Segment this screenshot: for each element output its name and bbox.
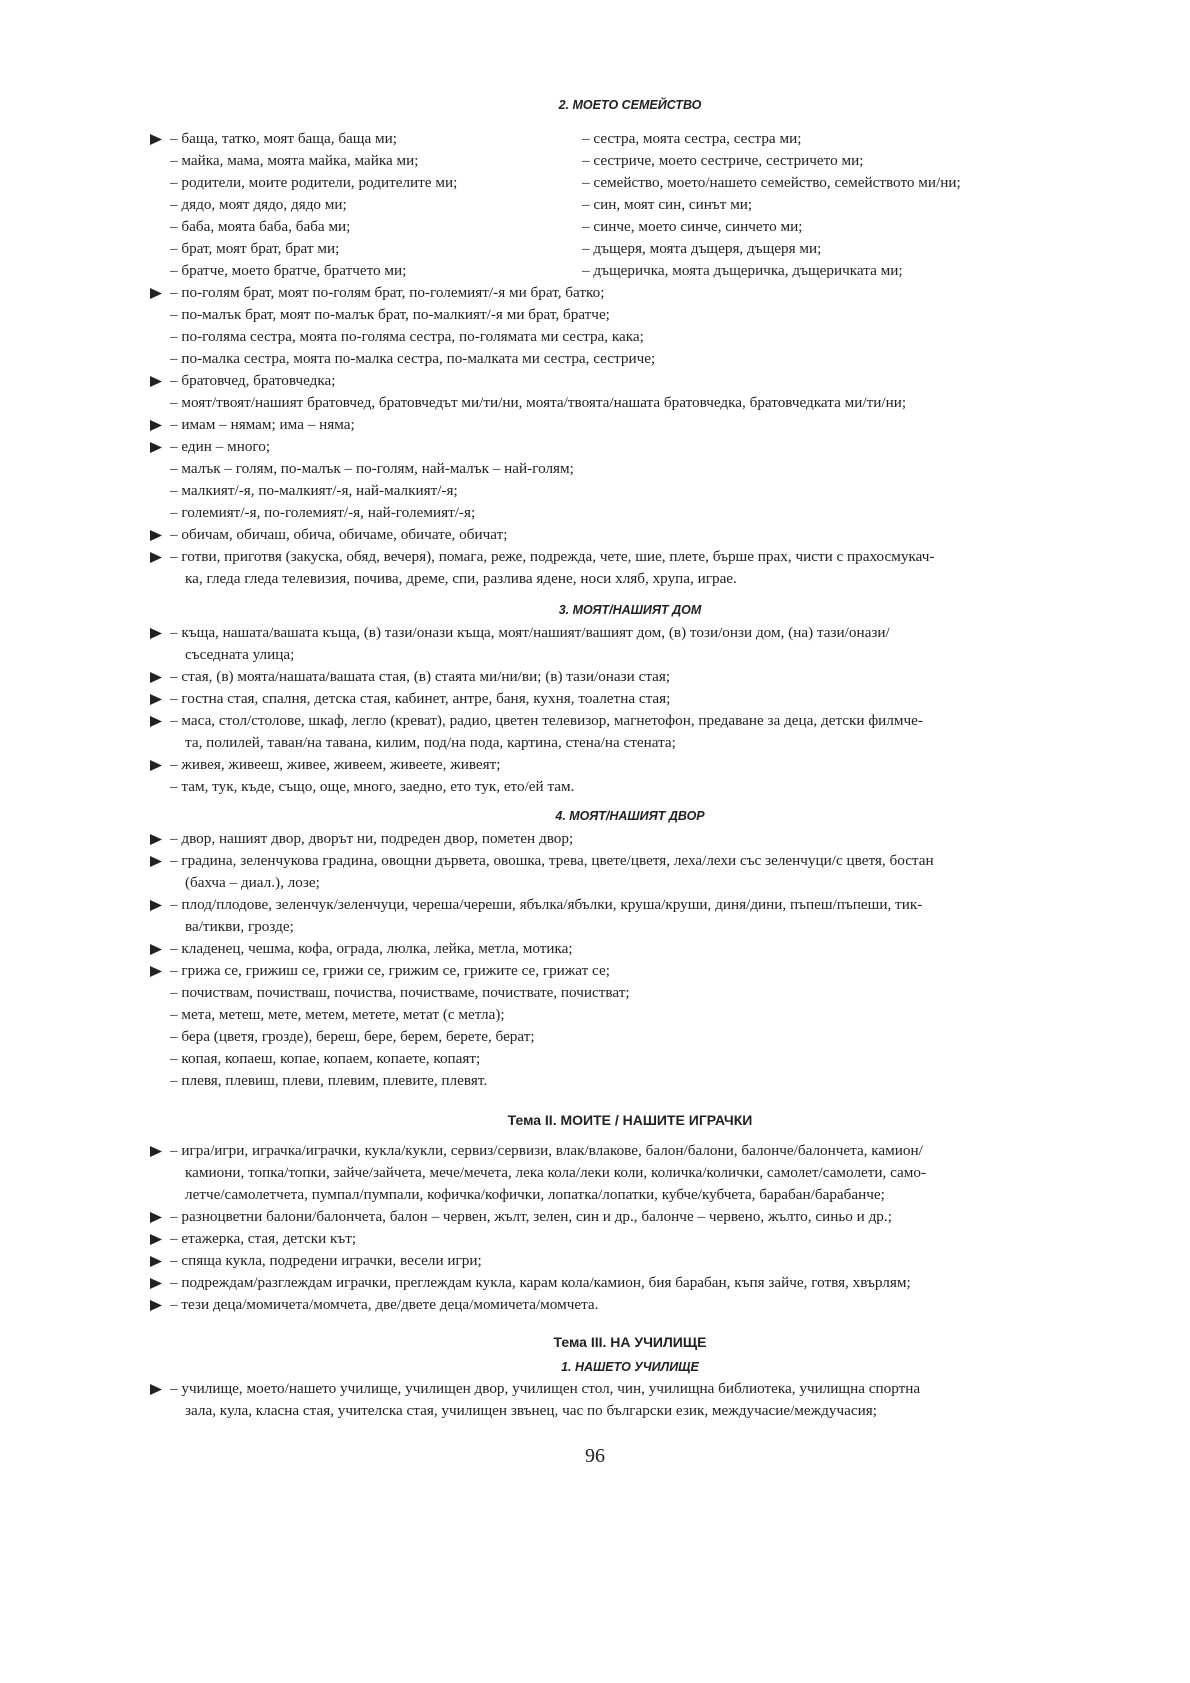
list-item [150,546,1110,568]
list-item-text: – спяща кукла, подредени играчки, весели игри; [170,1252,482,1269]
list-item [150,238,570,260]
list-item [150,172,570,194]
list-item [150,1026,1110,1048]
arrow-bullet-icon [150,754,168,776]
list-item-text: – малък – голям, по-малък – по-голям, най-малък – най-голям; [170,460,574,477]
arrow-bullet-icon [150,1228,168,1250]
list-item [150,938,1110,960]
list-item [150,1070,1110,1092]
list-item [150,894,1110,916]
list-item [150,776,1110,798]
list-item [150,1140,1110,1162]
theme-title: Тема II. МОИТЕ / НАШИТЕ ИГРАЧКИ [507,1112,753,1128]
list-item-text: – сестриче, моето сестриче, сестричето ми; [582,152,864,169]
list-item-continuation: та, полилей, таван/на тавана, килим, под/на пода, картина, стена/на стената; [185,734,676,751]
list-item-text: – грижа се, грижиш се, грижи се, грижим се, грижите се, грижат се; [170,962,610,979]
right-column [582,128,1122,282]
arrow-bullet-icon [150,524,168,546]
arrow-bullet-icon [150,1294,168,1316]
list-item-text: – родители, моите родители, родителите ми; [170,174,458,191]
list-item [150,458,1110,480]
list-item [582,216,1122,238]
list-item [582,238,1122,260]
list-item [150,436,1110,458]
list-item-text: – големият/-я, по-големият/-я, най-големият/-я; [170,504,476,521]
list-item [150,1184,1110,1206]
list-item-text: – разноцветни балони/балончета, балон – червен, жълт, зелен, син и др., балонче – червено, жълто, синьо и др.; [170,1208,892,1225]
vocab-list [150,1378,1110,1422]
list-item-text: – плевя, плевиш, плеви, плевим, плевите, плевят. [170,1072,488,1089]
list-item-text: – градина, зеленчукова градина, овощни дървета, овошка, трева, цвете/цветя, леха/лехи със зеленчуци/с цветя, бостан [170,852,934,869]
list-item-text: – баба, моята баба, баба ми; [170,218,351,235]
list-item [150,128,570,150]
list-item [150,150,570,172]
list-item [150,568,1110,590]
list-item-text: – моят/твоят/нашият братовчед, братовчедът ми/ти/ни, моята/твоята/нашата братовчедка, братовчедката ми/ти/ни; [170,394,907,411]
list-item-text: – живея, живееш, живее, живеем, живеете, живеят; [170,756,501,773]
list-item-text: – малкият/-я, по-малкият/-я, най-малкият/-я; [170,482,458,499]
list-item-text: – мета, метеш, мете, метем, метете, метат (с метла); [170,1006,505,1023]
arrow-bullet-icon [150,828,168,850]
arrow-bullet-icon [150,128,168,150]
list-item-text: – готви, приготвя (закуска, обяд, вечеря), помага, реже, подрежда, чете, шие, плете, бърше прах, чисти с прахосмукач- [170,548,935,565]
list-item-text: – плод/плодове, зеленчук/зеленчуци, череша/череши, ябълка/ябълки, круша/круши, диня/дини, пъпеш/пъпеши, тик- [170,896,923,913]
list-item-text: – семейство, моето/нашето семейство, семейството ми/ни; [582,174,961,191]
list-item [150,1250,1110,1272]
list-item-text: – тези деца/момичета/момчета, две/двете деца/момичета/момчета. [170,1296,599,1313]
list-item [150,216,570,238]
list-item-text: – къща, нашата/вашата къща, (в) тази/онази къща, моят/нашият/вашият дом, (в) този/онзи дом, (на) тази/онази/ [170,624,890,641]
list-item-text: – стая, (в) моята/нашата/вашата стая, (в) стаята ми/ни/ви; (в) тази/онази стая; [170,668,671,685]
list-item-text: – братовчед, братовчедка; [170,372,336,389]
list-item [150,326,1110,348]
vocab-list [150,1140,1110,1316]
list-item [150,370,1110,392]
list-item-continuation: летче/самолетчета, пумпал/пумпали, кофичка/кофички, лопатка/лопатки, кубче/кубчета, барабан/барабанче; [185,1186,885,1203]
list-item [150,754,1110,776]
list-item-continuation: ва/тикви, грозде; [185,918,294,935]
list-item [150,1162,1110,1184]
list-item [150,710,1110,732]
list-item-text: – копая, копаеш, копае, копаем, копаете, копаят; [170,1050,481,1067]
list-item [150,392,1110,414]
list-item-text: – там, тук, къде, също, още, много, заедно, ето тук, ето/ей там. [170,778,575,795]
arrow-bullet-icon [150,282,168,304]
list-item-continuation: ка, гледа гледа телевизия, почива, дреме, спи, разлива ядене, носи хляб, хрупа, играе. [185,570,737,587]
arrow-bullet-icon [150,850,168,872]
arrow-bullet-icon [150,370,168,392]
theme-title: Тема III. НА УЧИЛИЩЕ [553,1334,707,1350]
list-item [150,194,570,216]
arrow-bullet-icon [150,414,168,436]
list-item [150,282,1110,304]
list-item [150,1004,1110,1026]
list-item [150,850,1110,872]
list-item [150,666,1110,688]
arrow-bullet-icon [150,894,168,916]
arrow-bullet-icon [150,1250,168,1272]
arrow-bullet-icon [150,666,168,688]
arrow-bullet-icon [150,960,168,982]
list-item [582,260,1122,282]
arrow-bullet-icon [150,688,168,710]
list-item-text: – дъщеричка, моята дъщеричка, дъщеричката ми; [582,262,903,279]
arrow-bullet-icon [150,1140,168,1162]
list-item [150,622,1110,644]
list-item-text: – бера (цветя, грозде), береш, бере, берем, берете, берат; [170,1028,535,1045]
list-item [150,260,570,282]
list-item [150,502,1110,524]
arrow-bullet-icon [150,546,168,568]
list-item-text: – имам – нямам; има – няма; [170,416,355,433]
left-column [150,128,570,282]
list-item-text: – дъщеря, моята дъщеря, дъщеря ми; [582,240,822,257]
list-item-continuation: (бахча – диал.), лозе; [185,874,320,891]
list-item-text: – по-малка сестра, моята по-малка сестра, по-малката ми сестра, сестриче; [170,350,656,367]
arrow-bullet-icon [150,938,168,960]
section-title: 2. МОЕТО СЕМЕЙСТВО [558,98,702,112]
list-item [150,1378,1110,1400]
list-item [582,194,1122,216]
list-item-text: – игра/игри, играчка/играчки, кукла/кукли, сервиз/сервизи, влак/влакове, балон/балони, балонче/балончета, камион/ [170,1142,923,1159]
list-item [150,348,1110,370]
list-item-text: – един – много; [170,438,271,455]
list-item-text: – синче, моето синче, синчето ми; [582,218,803,235]
list-item-text: – обичам, обичаш, обича, обичаме, обичате, обичат; [170,526,508,543]
section-subtitle: 1. НАШЕТО УЧИЛИЩЕ [561,1360,699,1374]
list-item [150,480,1110,502]
list-item [150,872,1110,894]
list-item-continuation: камиони, топка/топки, зайче/зайчета, мече/мечета, лека кола/леки коли, количка/колички, самолет/самолети, само- [185,1164,927,1181]
vocab-list [150,622,1110,798]
list-item-text: – училище, моето/нашето училище, училищен двор, училищен стол, чин, училищна библиотека, училищна спортна [170,1380,921,1397]
list-item [150,304,1110,326]
list-item-text: – дядо, моят дядо, дядо ми; [170,196,347,213]
list-item-text: – майка, мама, моята майка, майка ми; [170,152,419,169]
list-item [150,1400,1110,1422]
vocab-list [150,282,1110,590]
list-item [150,1048,1110,1070]
arrow-bullet-icon [150,622,168,644]
list-item [582,150,1122,172]
list-item [582,128,1122,150]
list-item [150,828,1110,850]
section-title: 4. МОЯТ/НАШИЯТ ДВОР [555,809,705,823]
list-item-text: – сестра, моята сестра, сестра ми; [582,130,802,147]
list-item [150,414,1110,436]
list-item [150,1294,1110,1316]
list-item [150,1206,1110,1228]
list-item [150,982,1110,1004]
list-item [150,1228,1110,1250]
list-item [150,960,1110,982]
section-title: 3. МОЯТ/НАШИЯТ ДОМ [558,603,702,617]
page-number: 96 [585,1445,605,1467]
list-item [150,644,1110,666]
arrow-bullet-icon [150,436,168,458]
arrow-bullet-icon [150,710,168,732]
arrow-bullet-icon [150,1206,168,1228]
list-item [150,1272,1110,1294]
list-item-text: – братче, моето братче, братчето ми; [170,262,407,279]
list-item-text: – по-голяма сестра, моята по-голяма сестра, по-голямата ми сестра, кака; [170,328,644,345]
list-item-text: – подреждам/разглеждам играчки, преглеждам кукла, карам кола/камион, бия барабан, къпя зайче, готвя, хвърлям; [170,1274,911,1291]
list-item [150,688,1110,710]
list-item-text: – по-голям брат, моят по-голям брат, по-големият/-я ми брат, батко; [170,284,605,301]
list-item [150,732,1110,754]
vocab-list [150,828,1110,1092]
list-item-text: – син, моят син, синът ми; [582,196,753,213]
list-item-text: – гостна стая, спалня, детска стая, кабинет, антре, баня, кухня, тоалетна стая; [170,690,671,707]
list-item-text: – двор, нашият двор, дворът ни, подреден двор, пометен двор; [170,830,574,847]
arrow-bullet-icon [150,1378,168,1400]
list-item-text: – по-малък брат, моят по-малък брат, по-малкият/-я ми брат, братче; [170,306,610,323]
list-item-text: – брат, моят брат, брат ми; [170,240,340,257]
list-item-text: – етажерка, стая, детски кът; [170,1230,357,1247]
list-item-continuation: зала, кула, класна стая, учителска стая, училищен звънец, час по български език, междучасие/междучасия; [185,1402,877,1419]
arrow-bullet-icon [150,1272,168,1294]
list-item [150,916,1110,938]
list-item-text: – почиствам, почистваш, почиства, почистваме, почиствате, почистват; [170,984,630,1001]
list-item-text: – маса, стол/столове, шкаф, легло (креват), радио, цветен телевизор, магнетофон, предаване за деца, детски филмче- [170,712,923,729]
list-item-continuation: съседната улица; [185,646,295,663]
list-item-text: – кладенец, чешма, кофа, ограда, люлка, лейка, метла, мотика; [170,940,573,957]
list-item-text: – баща, татко, моят баща, баща ми; [170,130,397,147]
list-item [150,524,1110,546]
list-item [582,172,1122,194]
